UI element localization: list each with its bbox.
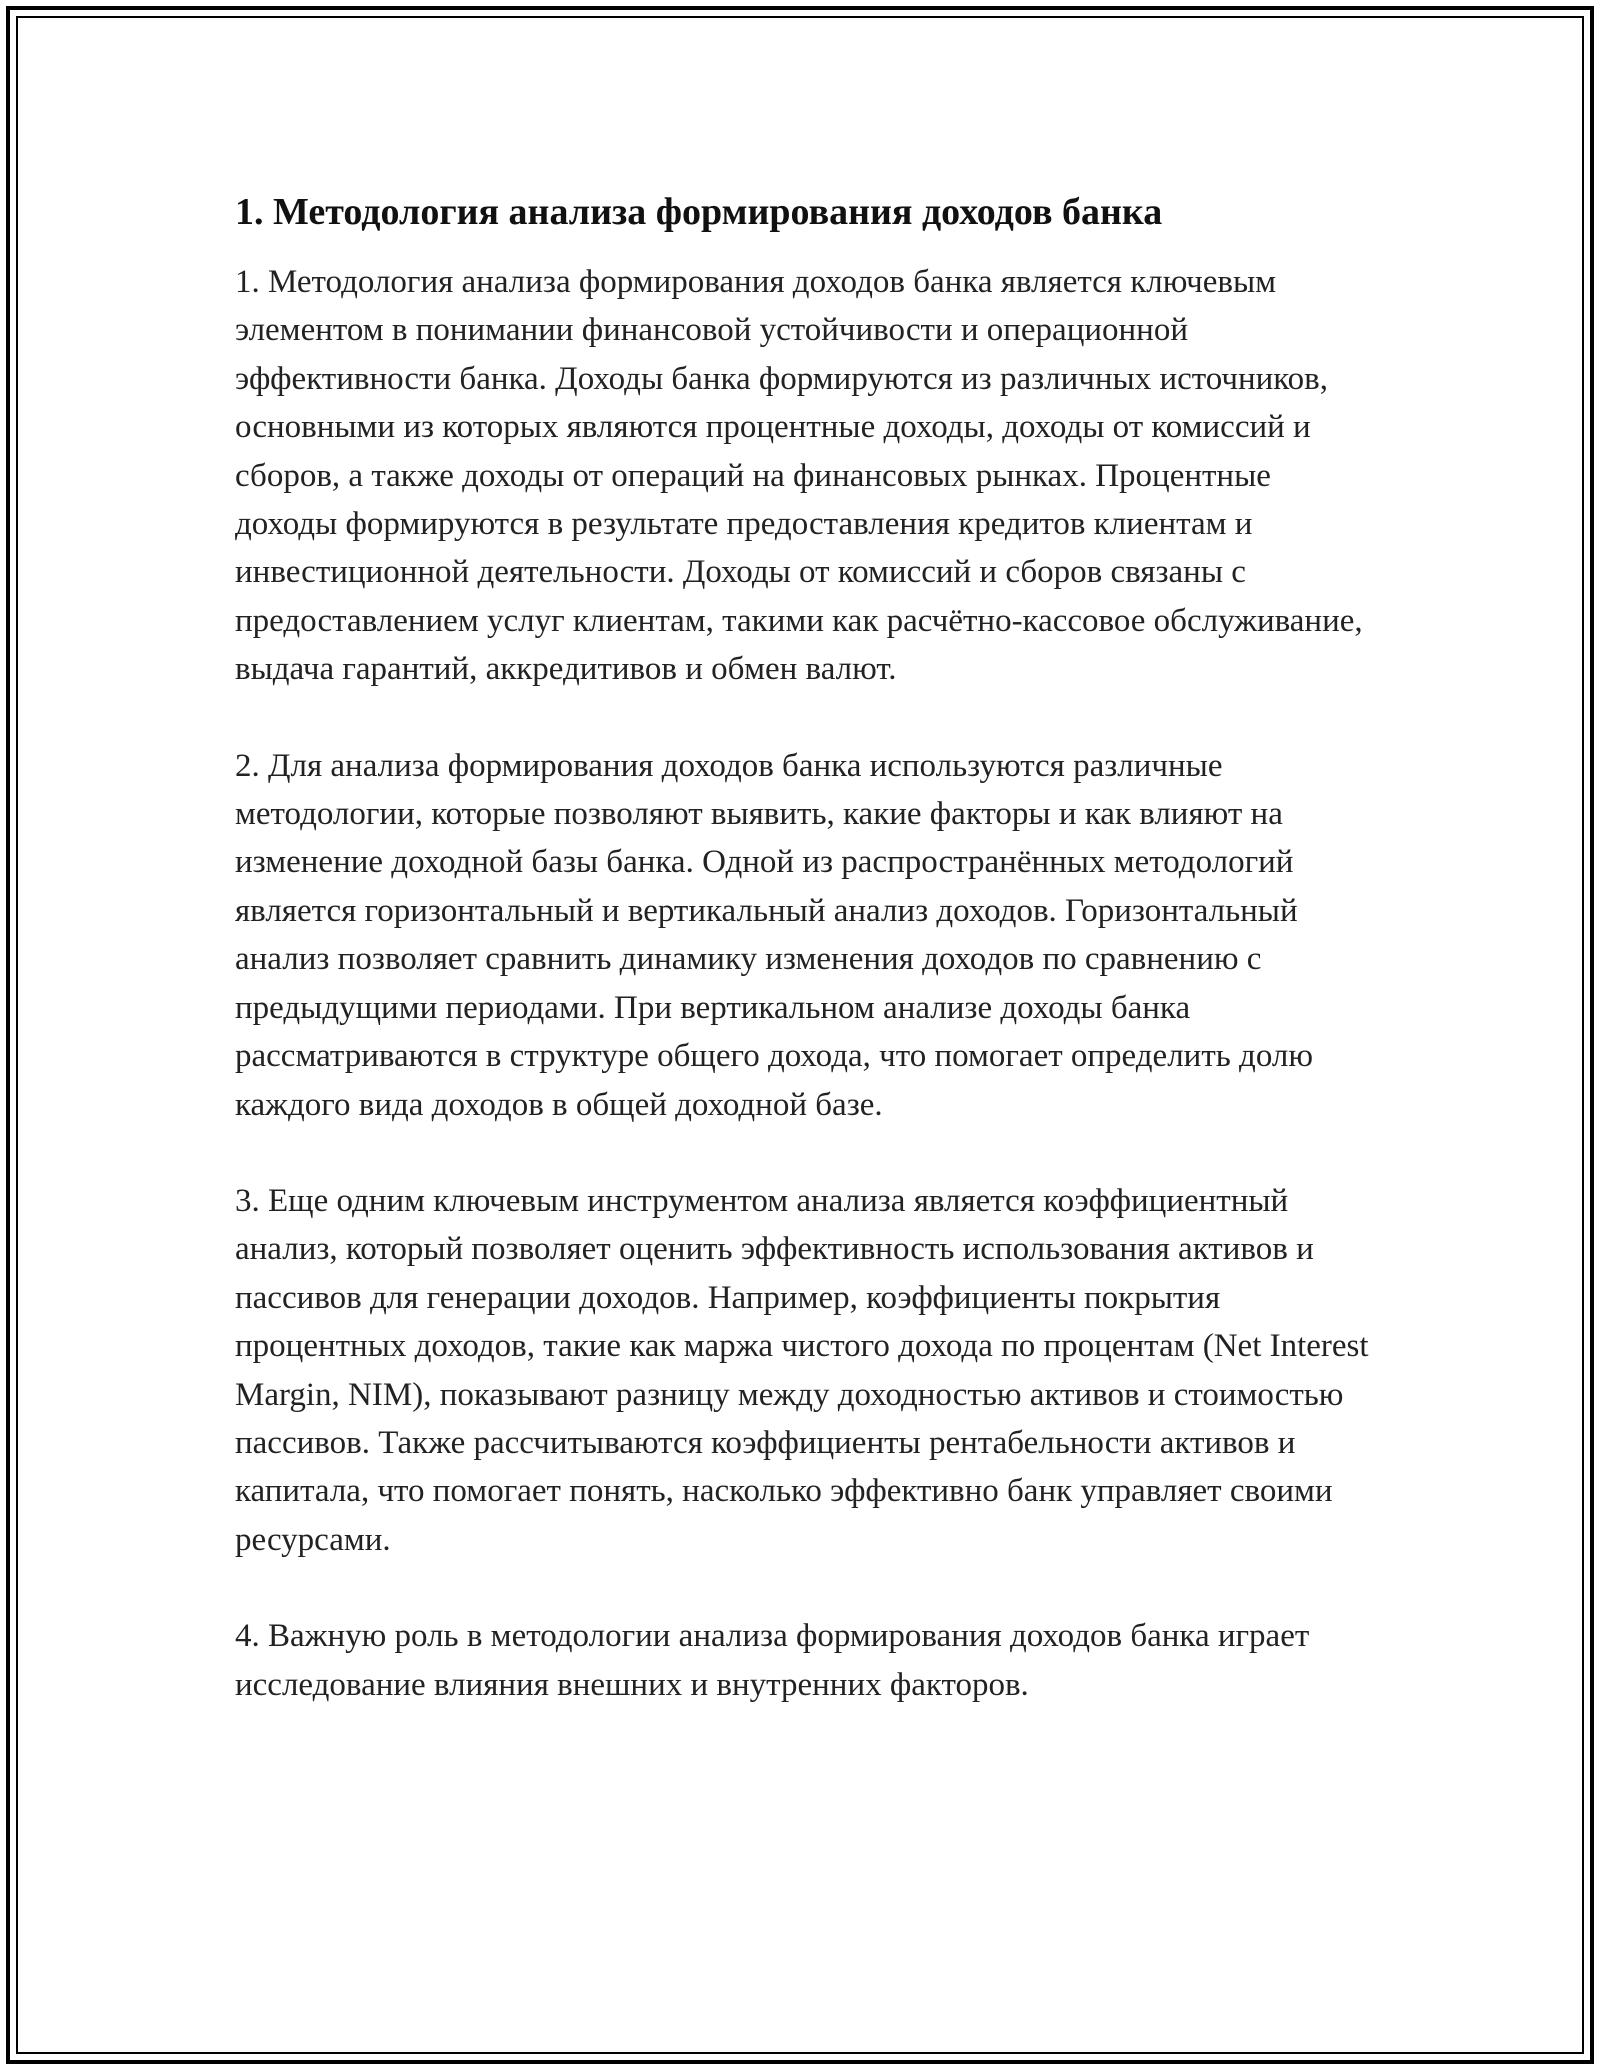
page-title: 1. Методология анализа формирования доходов банка <box>235 191 1163 233</box>
paragraph-3: 3. Еще одним ключевым инструментом анализа является коэффициентный анализ, который позволяет оценить эффективность использования активов и пассивов для генерации доходов. Например, коэффициенты покрытия процентных доходов, такие как маржа чистого дохода по процентам (Net Interest Margin, NIM), показывают разницу между доходностью активов и стоимостью пассивов. Также рассчитываются коэффициенты рентабельности активов и капитала, что помогает понять, насколько эффективно банк управляет своими ресурсами. <box>235 1182 1369 1558</box>
paragraph-4: 4. Важную роль в методологии анализа формирования доходов банка играет исследование влияния внешних и внутренних факторов. <box>235 1618 1310 1703</box>
document-body <box>235 186 1370 1757</box>
paragraph-2: 2. Для анализа формирования доходов банка используются различные методологии, которые позволяют выявить, какие факторы и как влияют на изменение доходной базы банка. Одной из распространённых методологий является горизонтальный и вертикальный анализ доходов. Горизонтальный анализ позволяет сравнить динамику изменения доходов по сравнению с предыдущими периодами. При вертикальном анализе доходы банка рассматриваются в структуре общего дохода, что помогает определить долю каждого вида доходов в общей доходной базе. <box>235 747 1314 1123</box>
paragraph-1: 1. Методология анализа формирования доходов банка является ключевым элементом в понимании финансовой устойчивости и операционной эффективности банка. Доходы банка формируются из различных источников, основными из которых являются процентные доходы, доходы от комиссий и сборов, а также доходы от операций на финансовых рынках. Процентные доходы формируются в результате предоставления кредитов клиентам и инвестиционной деятельности. Доходы от комиссий и сборов связаны с предоставлением услуг клиентам, такими как расчётно-кассовое обслуживание, выдача гарантий, аккредитивов и обмен валют. <box>235 264 1363 688</box>
